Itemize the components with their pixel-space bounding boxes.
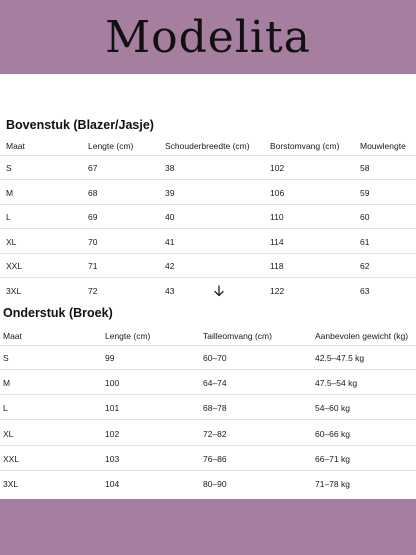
footer-banner [0, 499, 416, 555]
column-header: Tailleomvang (cm) [203, 331, 272, 341]
column-header: Lengte (cm) [88, 141, 134, 151]
table-cell: 99 [105, 353, 115, 363]
row-divider [0, 253, 416, 254]
table-cell: 68 [88, 187, 98, 198]
table-cell: S [6, 163, 12, 173]
table-cell: 71–78 kg [315, 479, 350, 489]
table-cell: 68–78 [203, 403, 227, 414]
table-cell: 58 [360, 163, 370, 173]
table-cell: 41 [165, 236, 175, 247]
scroll-down-button[interactable] [210, 282, 228, 300]
row-divider [0, 228, 416, 229]
top-size-table-title: Bovenstuk (Blazer/Jasje) [6, 118, 154, 132]
column-header: Mouwlengte [360, 141, 406, 151]
table-cell: M [6, 187, 14, 198]
row-divider [0, 470, 416, 471]
table-cell: S [3, 353, 9, 363]
table-cell: 59 [360, 187, 370, 198]
row-divider [0, 394, 416, 395]
table-cell: L [6, 212, 11, 222]
table-cell: 103 [105, 453, 120, 464]
table-cell: 122 [270, 285, 285, 296]
table-cell: 39 [165, 187, 175, 198]
table-cell: XL [6, 236, 17, 247]
row-divider [0, 277, 416, 278]
table-cell: 76–86 [203, 453, 227, 464]
table-cell: 67 [88, 163, 98, 173]
table-cell: 110 [270, 212, 284, 222]
table-cell: 43 [165, 285, 175, 296]
table-cell: 64–74 [203, 378, 227, 389]
table-cell: 102 [270, 163, 285, 173]
table-cell: 61 [360, 236, 370, 247]
column-header: Aanbevolen gewicht (kg) [315, 331, 409, 341]
row-divider [0, 155, 416, 156]
table-cell: 60 [360, 212, 370, 222]
table-cell: 72–82 [203, 428, 227, 439]
header-banner [0, 0, 416, 74]
table-cell: 104 [105, 479, 120, 489]
table-cell: XXL [6, 261, 23, 271]
row-divider [0, 419, 416, 420]
table-cell: XL [3, 428, 14, 439]
table-cell: 118 [270, 261, 284, 271]
column-header: Maat [3, 331, 22, 341]
table-cell: M [3, 378, 11, 389]
table-cell: 71 [88, 261, 98, 271]
table-cell: 69 [88, 212, 98, 222]
row-divider [0, 445, 416, 446]
column-header: Borstomvang (cm) [270, 141, 340, 151]
arrow-down-icon [213, 285, 225, 297]
row-divider [0, 369, 416, 370]
row-divider [0, 179, 416, 180]
column-header: Lengte (cm) [105, 331, 151, 341]
table-cell: 106 [270, 187, 285, 198]
table-cell: 101 [105, 403, 120, 414]
table-cell: 60–66 kg [315, 428, 350, 439]
table-cell: 102 [105, 428, 120, 439]
table-cell: 62 [360, 261, 370, 271]
bottom-size-table-title: Onderstuk (Broek) [3, 306, 113, 320]
row-divider [0, 345, 416, 346]
column-header: Schouderbreedte (cm) [165, 141, 250, 151]
column-header: Maat [6, 141, 25, 151]
table-cell: 70 [88, 236, 98, 247]
table-cell: 72 [88, 285, 98, 296]
table-cell: 100 [105, 378, 120, 389]
table-cell: 42.5–47.5 kg [315, 353, 365, 363]
row-divider [0, 204, 416, 205]
table-cell: 40 [165, 212, 175, 222]
table-cell: 114 [270, 236, 284, 247]
table-cell: 54–60 kg [315, 403, 350, 414]
table-cell: 47.5–54 kg [315, 378, 358, 389]
table-cell: 60–70 [203, 353, 227, 363]
table-cell: 38 [165, 163, 175, 173]
table-cell: 3XL [3, 479, 19, 489]
table-cell: 80–90 [203, 479, 227, 489]
table-cell: 66–71 kg [315, 453, 350, 464]
table-cell: 3XL [6, 285, 22, 296]
table-cell: 42 [165, 261, 175, 271]
brand-logo: Modelita [105, 12, 311, 63]
table-cell: L [3, 403, 8, 414]
table-cell: 63 [360, 285, 370, 296]
table-cell: XXL [3, 453, 20, 464]
